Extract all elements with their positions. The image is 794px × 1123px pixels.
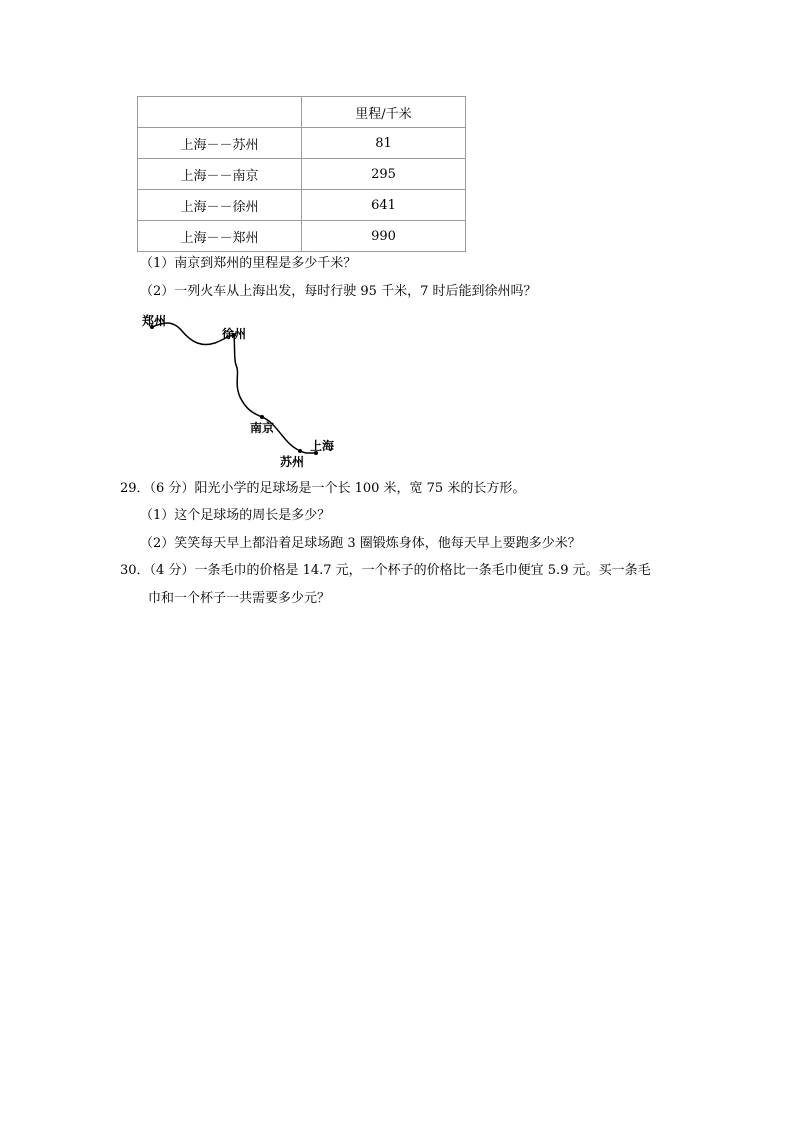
table-row: [138, 159, 466, 190]
map-label-shanghai: 上海: [310, 439, 335, 453]
q28-sub2: （2）一列火车从上海出发，每时行驶 95 千米，7 时后能到徐州吗？: [140, 284, 537, 299]
route-cell: 上海－－南京: [138, 159, 302, 190]
distance-cell: 990: [302, 221, 466, 252]
q30-line2: 巾和一个杯子一共需要多少元？: [148, 591, 331, 606]
route-cell: 上海－－徐州: [138, 190, 302, 221]
table-row: [138, 221, 466, 252]
distance-table: [137, 96, 466, 252]
table-header-cell: [138, 97, 302, 128]
route-cell: 上海－－苏州: [138, 128, 302, 159]
table-row: [138, 128, 466, 159]
q30-line1: 30．（4 分）一条毛巾的价格是 14.7 元，一个杯子的价格比一条毛巾便宜 5.9 元。买一条毛: [120, 563, 651, 578]
table-row: [138, 190, 466, 221]
table-header-cell: 里程/千米: [302, 97, 466, 128]
map-label-suzhou: 苏州: [280, 455, 305, 469]
route-cell: 上海－－郑州: [138, 221, 302, 252]
distance-cell: 641: [302, 190, 466, 221]
q29-sub1: （1）这个足球场的周长是多少？: [140, 508, 331, 523]
map-label-nanjing: 南京: [250, 421, 275, 435]
distance-cell: 295: [302, 159, 466, 190]
q28-sub1: （1）南京到郑州的里程是多少千米？: [140, 256, 357, 271]
table-header-row: [138, 97, 466, 128]
distance-cell: 81: [302, 128, 466, 159]
q29-stem: 29．（6 分）阳光小学的足球场是一个长 100 米，宽 75 米的长方形。: [120, 481, 526, 496]
railway-route: [152, 323, 316, 453]
q29-sub2: （2）笑笑每天早上都沿着足球场跑 3 圈锻炼身体，他每天早上要跑多少米？: [140, 536, 581, 551]
map-label-zhengzhou: 郑州: [142, 314, 167, 328]
map-label-xuzhou: 徐州: [222, 327, 247, 341]
